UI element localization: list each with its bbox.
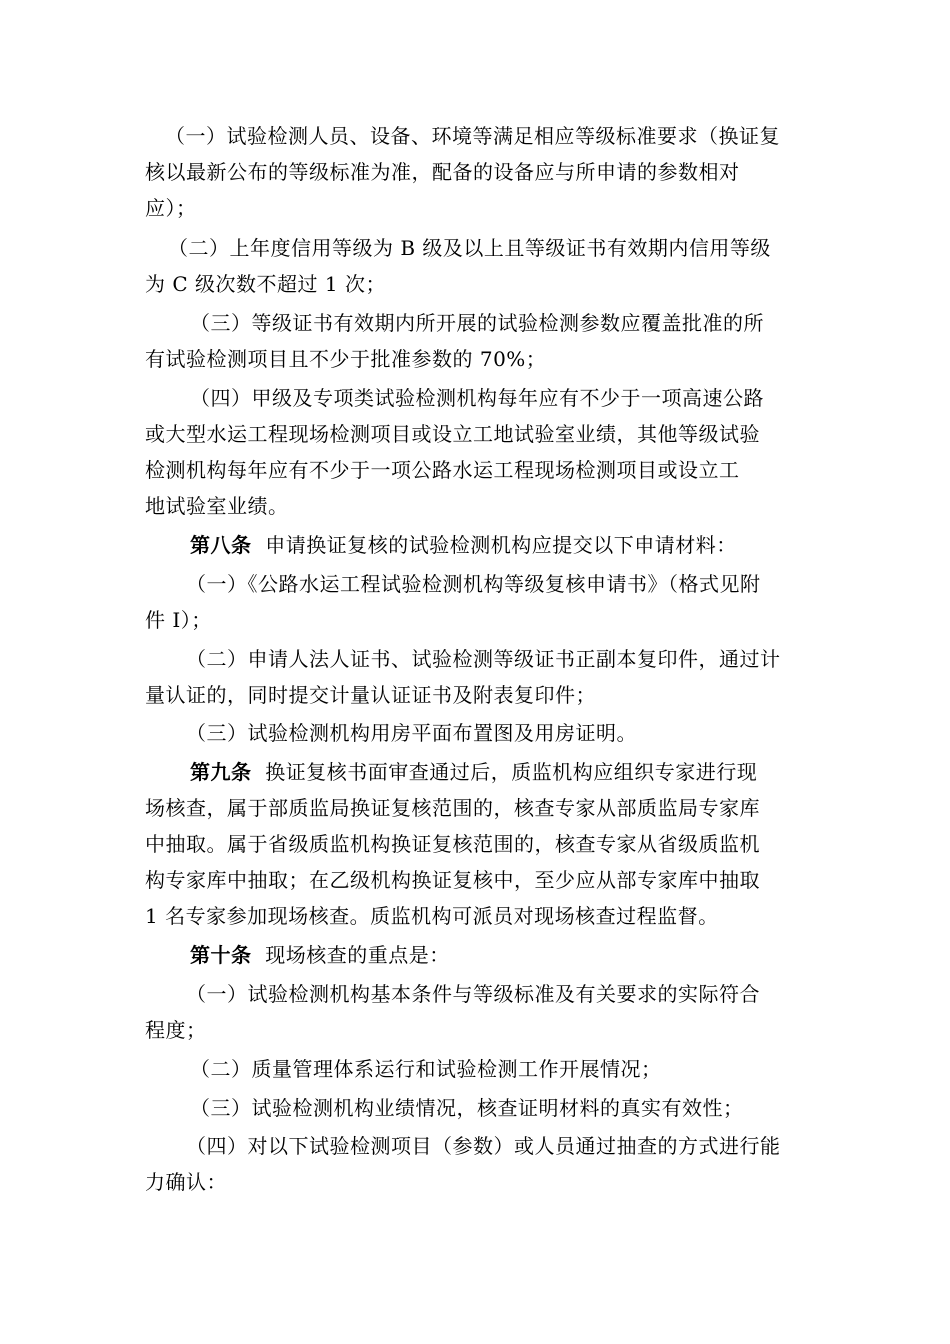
text-line: （三）等级证书有效期内所开展的试验检测参数应覆盖批准的所 [190,311,764,335]
text-line: （一）试验检测人员、设备、环境等满足相应等级标准要求（换证复 [165,124,780,148]
text-line: 构专家库中抽取；在乙级机构换证复核中，至少应从部专家库中抽取 [145,868,760,892]
text-line: （一）《公路水运工程试验检测机构等级复核申请书》（格式见附 [186,572,761,596]
article-heading-line: 第九条 换证复核书面审查通过后，质监机构应组织专家进行现 [190,760,758,784]
article-label: 第八条 [190,533,252,557]
text-line: 程度； [145,1018,207,1042]
text-line: 件 I）； [145,608,212,632]
text-line: （二）质量管理体系运行和试验检测工作开展情况； [190,1057,662,1081]
text-line: 地试验室业绩。 [145,494,289,518]
text-line: 检测机构每年应有不少于一项公路水运工程现场检测项目或设立工 [145,458,740,482]
text-line: 为 C 级次数不超过 1 次； [145,272,386,296]
text-line: 或大型水运工程现场检测项目或设立工地试验室业绩，其他等级试验 [145,422,760,446]
text-line: （一）试验检测机构基本条件与等级标准及有关要求的实际符合 [186,982,760,1006]
article-label: 第九条 [190,760,252,784]
text-line: 核以最新公布的等级标准为准，配备的设备应与所申请的参数相对 [145,160,740,184]
text-line: 中抽取。属于省级质监机构换证复核范围的，核查专家从省级质监机 [145,832,760,856]
text-line: 量认证的，同时提交计量认证证书及附表复印件； [145,683,596,707]
article-heading-line: 第十条 现场核查的重点是： [190,943,450,967]
text-line: 力确认： [145,1170,227,1194]
text-line: （四）甲级及专项类试验检测机构每年应有不少于一项高速公路 [190,386,764,410]
article-label: 第十条 [190,943,252,967]
text-line: （三）试验检测机构用房平面布置图及用房证明。 [186,721,637,745]
text-line: 场核查，属于部质监局换证复核范围的，核查专家从部质监局专家库 [145,796,760,820]
article-heading-line: 第八条 申请换证复核的试验检测机构应提交以下申请材料： [190,533,737,557]
text-line: （四）对以下试验检测项目（参数）或人员通过抽查的方式进行能 [186,1134,781,1158]
text-line: 应）； [145,196,197,220]
text-line: （三）试验检测机构业绩情况，核查证明材料的真实有效性； [190,1096,744,1120]
text-line: （二）上年度信用等级为 B 级及以上且等级证书有效期内信用等级 [168,236,771,260]
text-line: 有试验检测项目且不少于批准参数的 70%； [145,347,547,371]
text-line: （二）申请人法人证书、试验检测等级证书正副本复印件，通过计 [186,647,781,671]
text-line: 1 名专家参加现场核查。质监机构可派员对现场核查过程监督。 [145,904,719,928]
